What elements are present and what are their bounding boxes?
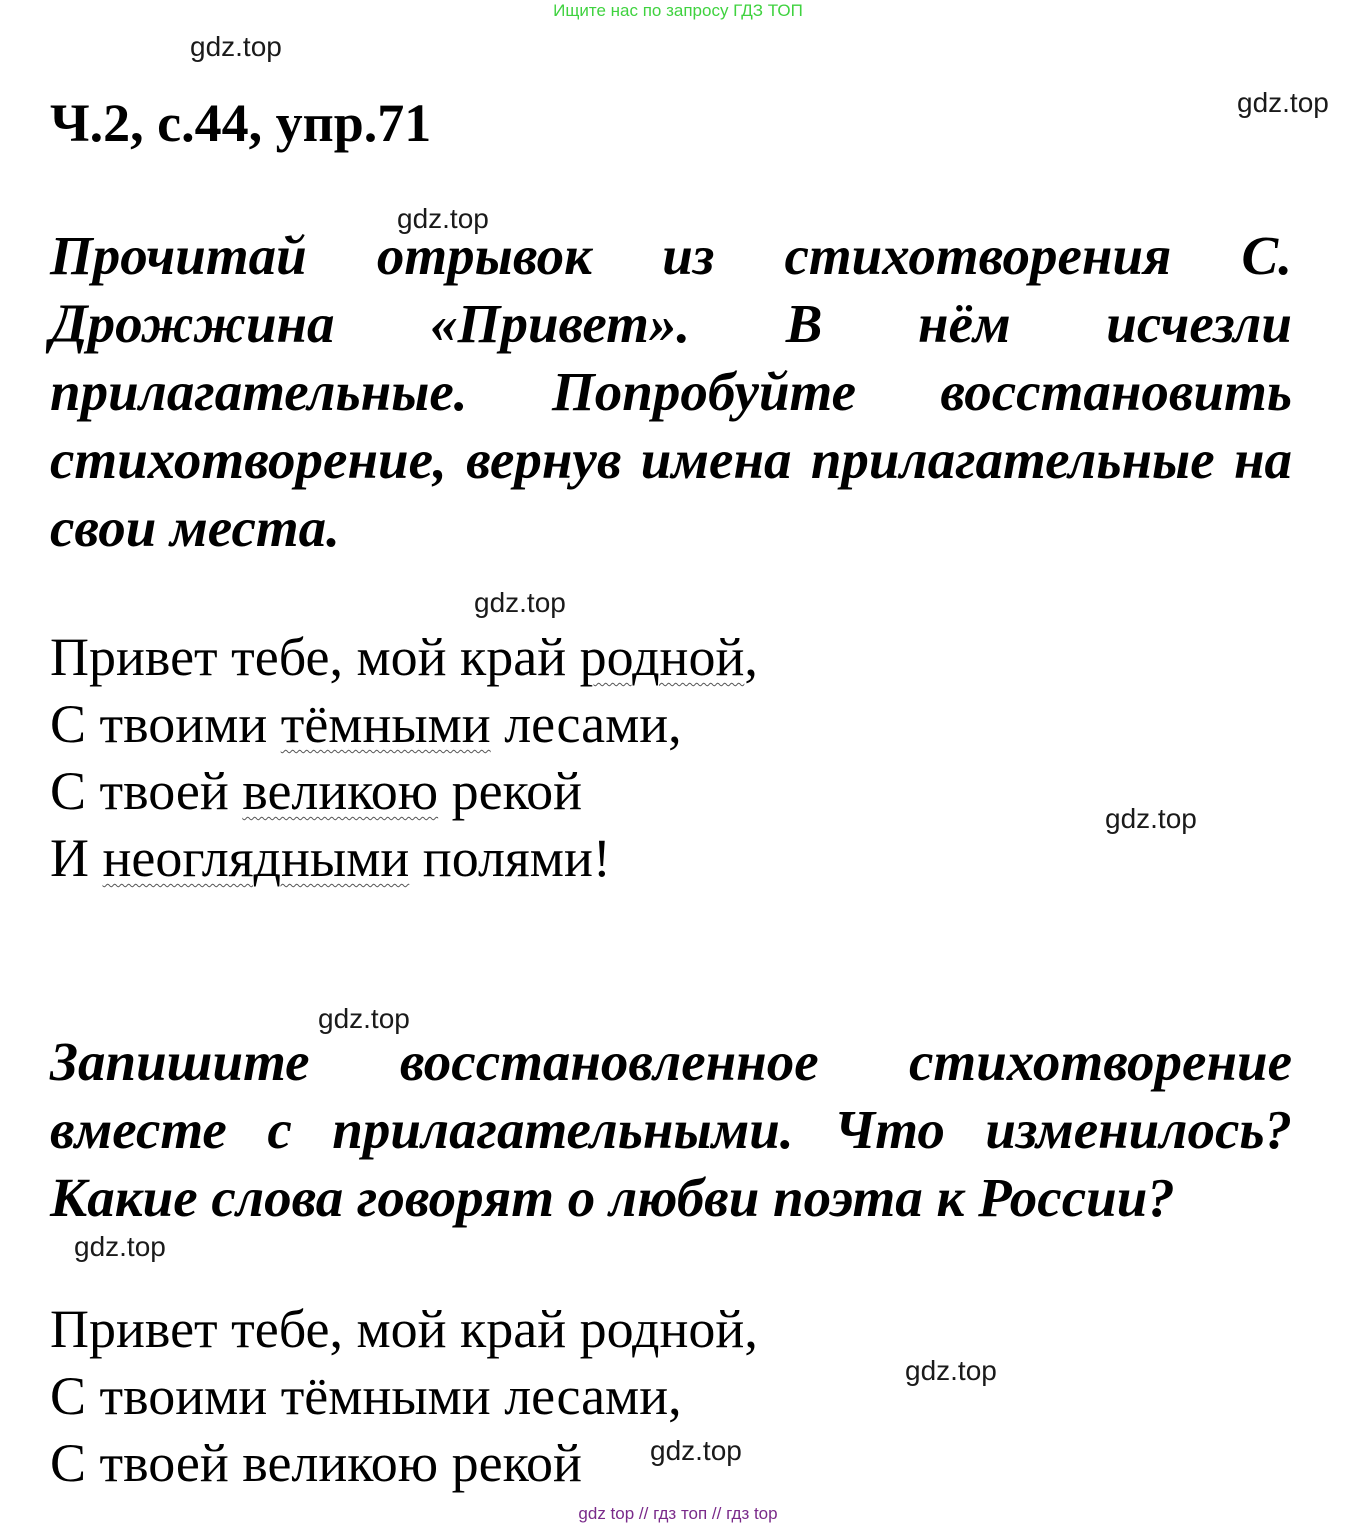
poem-with-adjectives-marked	[50, 624, 758, 892]
watermark: gdz.top	[650, 1435, 742, 1466]
adjective-highlight: тёмными	[280, 694, 491, 754]
watermark: gdz.top	[318, 1003, 410, 1034]
task-instruction-1-text: Прочитай отрывок из стихотворения С. Дрожжина «Привет». В нём исчезли прилагательные. Попробуйте восстановить стихотворение, вернув имена прилагательные на свои места.	[50, 225, 1292, 558]
poem-text: полями!	[409, 828, 611, 888]
adjective-highlight: неоглядными	[102, 828, 410, 888]
task-instruction-2-text: Запишите восстановленное стихотворение вместе с прилагательными. Что изменилось? Какие слова говорят о любви поэта к России?	[50, 1031, 1292, 1228]
watermark: gdz.top	[905, 1355, 997, 1386]
poem-line	[50, 624, 758, 691]
exercise-heading: Ч.2, с.44, упр.71	[50, 93, 432, 153]
poem-line: Привет тебе, мой край родной,	[50, 1299, 758, 1359]
adjective-highlight: великою	[242, 761, 439, 821]
poem-text: С твоей	[50, 761, 243, 821]
poem-text: И	[50, 828, 103, 888]
watermark: gdz.top	[74, 1231, 166, 1262]
adjective-highlight: родной	[579, 627, 745, 687]
poem-line	[50, 758, 758, 825]
poem-text: С твоими	[50, 694, 281, 754]
watermark: gdz.top	[190, 31, 282, 62]
poem-line	[50, 691, 758, 758]
task-instruction-2	[50, 1028, 1292, 1232]
poem-text: рекой	[438, 761, 582, 821]
poem-text: Привет тебе, мой край	[50, 627, 580, 687]
footer-watermark: gdz top // гдз топ // гдз top	[578, 1504, 778, 1523]
task-instruction-1	[50, 222, 1292, 562]
poem-text: ,	[744, 627, 758, 687]
top-banner: Ищите нас по запросу ГДЗ ТОП	[553, 1, 803, 20]
poem-line: С твоей великою рекой	[50, 1433, 582, 1493]
poem-text: лесами,	[490, 694, 682, 754]
watermark: gdz.top	[1105, 803, 1197, 834]
watermark: gdz.top	[1237, 87, 1329, 118]
watermark: gdz.top	[397, 203, 489, 234]
poem-line: С твоими тёмными лесами,	[50, 1366, 682, 1426]
watermark: gdz.top	[474, 587, 566, 618]
poem-line	[50, 825, 758, 892]
